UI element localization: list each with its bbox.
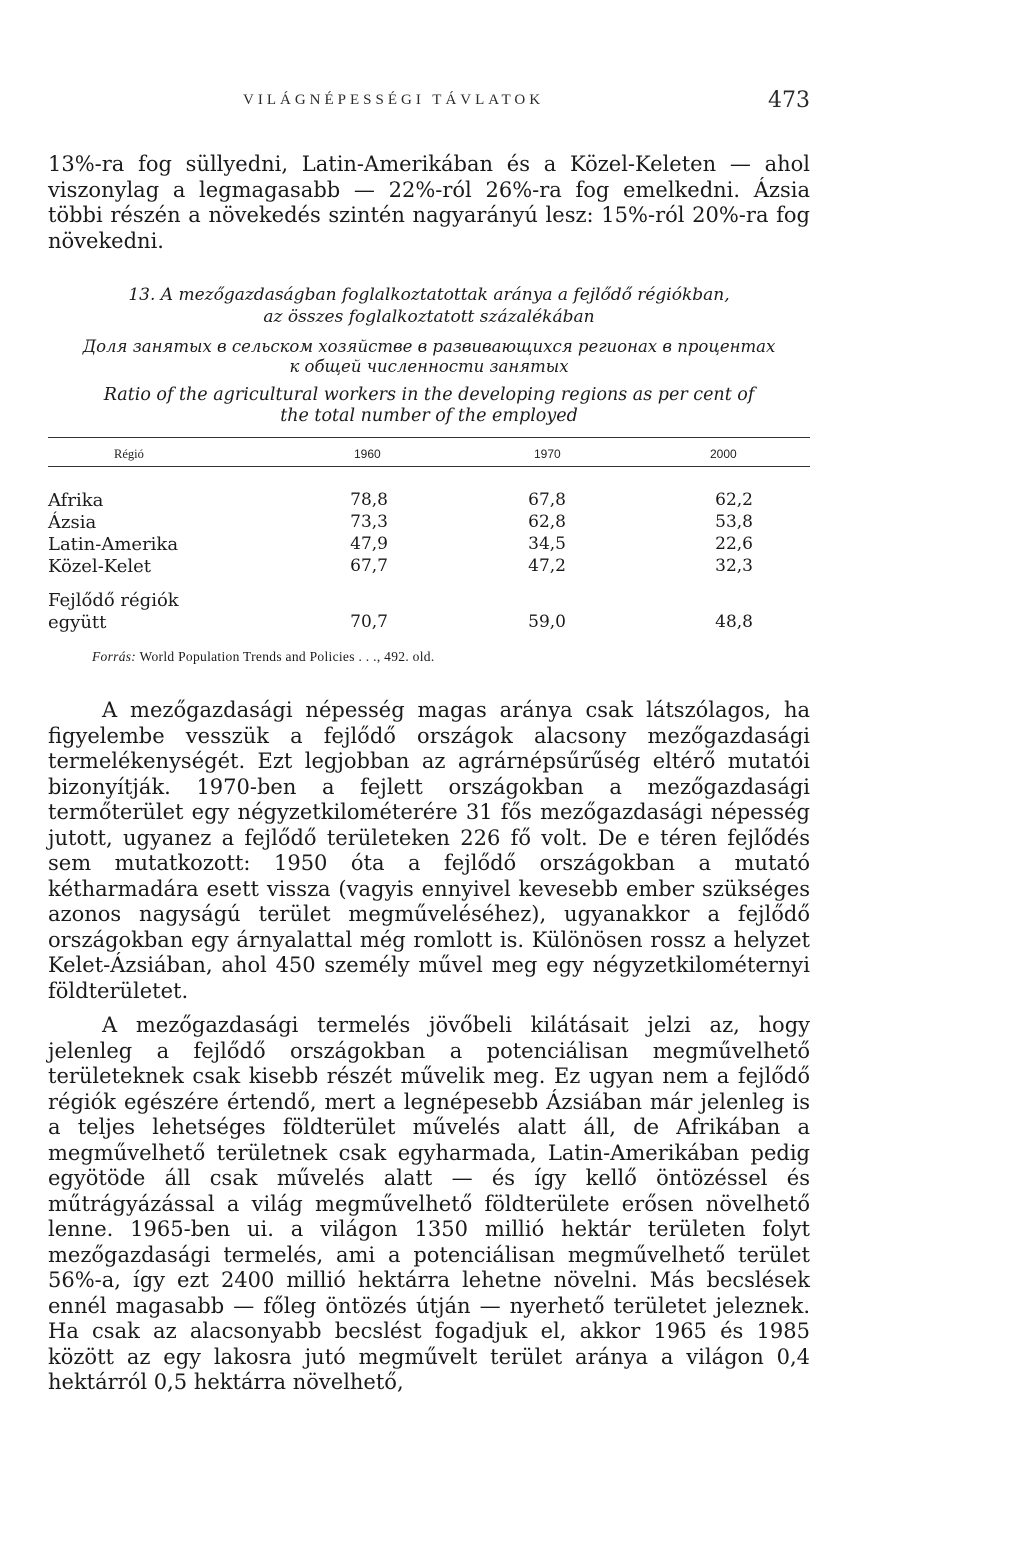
page-number: 473 <box>768 88 810 113</box>
table-top-rule <box>48 437 810 438</box>
header-region: Régió <box>114 447 144 461</box>
table-header-rule <box>48 466 810 467</box>
table-total-row-label <box>48 590 810 612</box>
row-value-1970: 62,8 <box>528 512 566 532</box>
table-row <box>48 490 810 512</box>
table-caption-hu-line1: 13. A mezőgazdaságban foglalkoztatottak aránya a fejlődő régiókban, <box>128 285 730 305</box>
source-text: World Population Trends and Policies . . ., 492. old. <box>139 649 435 664</box>
header-1960: 1960 <box>354 447 381 461</box>
table-caption-ru-line1: Доля занятых в сельском хозяйстве в развивающихся регионах в процентах <box>82 337 776 356</box>
body-paragraph-3: A mezőgazdasági termelés jövőbeli kilátásait jelzi az, hogy jelenleg a fejlődő országokban a potenciálisan megművelhető területeknek csak kisebb részét művelik meg. Ez ugyan nem a fejlődő régiók egészére értendő, mert a legnépesebb Ázsiában már jelenleg is a teljes lehetséges földterület művelés alatt áll, de Afrikában a megművelhető területnek csak egyharmada, Latin-Amerikában pedig egyötöde áll csak művelés alatt — és így kellő öntözéssel és műtrágyázással a világ megművelhető földterülete erősen növelhető lenne. 1965-ben ui. a világon 1350 millió hektár területen folyt mezőgazdasági termelés, ami a potenciálisan megművelhető terület 56%-a, így ezt 2400 millió hektárra lehetne növelni. Más becslések ennél magasabb — főleg öntözés útján — nyerhető területet jeleznek. Ha csak az alacsonyabb becslést fogadjuk el, akkor 1965 és 1985 között az egy lakosra jutó megművelt terület aránya a világon 0,4 hektárról 0,5 hektárra növelhető, <box>48 1013 810 1394</box>
table-source <box>92 649 435 665</box>
header-1970: 1970 <box>534 447 561 461</box>
row-value-1960: 47,9 <box>350 534 388 554</box>
table-row <box>48 512 810 534</box>
total-value-2000: 48,8 <box>715 612 753 632</box>
row-region: Ázsia <box>48 512 97 533</box>
total-value-1970: 59,0 <box>528 612 566 632</box>
table-caption-en-line2: the total number of the employed <box>280 406 578 426</box>
running-title: VILÁGNÉPESSÉGI TÁVLATOK <box>243 92 545 108</box>
row-region: Latin-Amerika <box>48 534 179 555</box>
source-label: Forrás: <box>92 649 137 664</box>
total-region-line2: együtt <box>48 612 107 633</box>
row-value-1970: 34,5 <box>528 534 566 554</box>
total-region-line1: Fejlődő régiók <box>48 590 179 611</box>
row-value-1960: 78,8 <box>350 490 388 510</box>
table-row <box>48 534 810 556</box>
body-paragraph-2: A mezőgazdasági népesség magas aránya csak látszólagos, ha figyelembe vesszük a fejlődő országok alacsony mezőgazdasági termelékenységét. Ezt legjobban az agrárnépsűrűség eltérő mutatói bizonyítják. 1970-ben a fejlett országokban a mezőgazdasági termőterület egy négyzetkilométerére 31 fős mezőgazdasági népesség jutott, ugyanez a fejlődő területeken 226 fő volt. De e téren fejlődés sem mutatkozott: 1950 óta a fejlődő országokban a mutató kétharmadára esett vissza (vagyis ennyivel kevesebb ember szükséges azonos nagyságú terület megműveléséhez), ugyanakkor a fejlődő országokban egy árnyalattal még romlott is. Különösen rossz a helyzet Kelet-Ázsiában, ahol 450 személy művel meg egy négyzetkilométernyi földterületet. <box>48 698 810 1003</box>
row-value-1960: 67,7 <box>350 556 388 576</box>
row-value-2000: 53,8 <box>715 512 753 532</box>
row-value-2000: 62,2 <box>715 490 753 510</box>
table-caption-en-line1: Ratio of the agricultural workers in the developing regions as per cent of <box>103 385 755 405</box>
table-row <box>48 556 810 578</box>
table-total-row <box>48 612 810 634</box>
total-value-1960: 70,7 <box>350 612 388 632</box>
row-region: Afrika <box>48 490 104 511</box>
table-caption-ru-line2: к общей численности занятых <box>289 357 569 376</box>
header-2000: 2000 <box>710 447 737 461</box>
table-caption-hu-line2: az összes foglalkoztatott százalékában <box>263 307 595 327</box>
row-value-1960: 73,3 <box>350 512 388 532</box>
row-value-2000: 22,6 <box>715 534 753 554</box>
intro-paragraph: 13%-ra fog süllyedni, Latin-Amerikában és a Közel-Keleten — ahol viszonylag a legmagasabb — 22%-ról 26%-ra fog emelkedni. Ázsia többi részén a növekedés szintén nagyarányú lesz: 15%-ról 20%-ra fog növekedni. <box>48 152 810 253</box>
page-header <box>48 88 810 128</box>
row-value-2000: 32,3 <box>715 556 753 576</box>
row-value-1970: 47,2 <box>528 556 566 576</box>
row-value-1970: 67,8 <box>528 490 566 510</box>
row-region: Közel-Kelet <box>48 556 152 577</box>
